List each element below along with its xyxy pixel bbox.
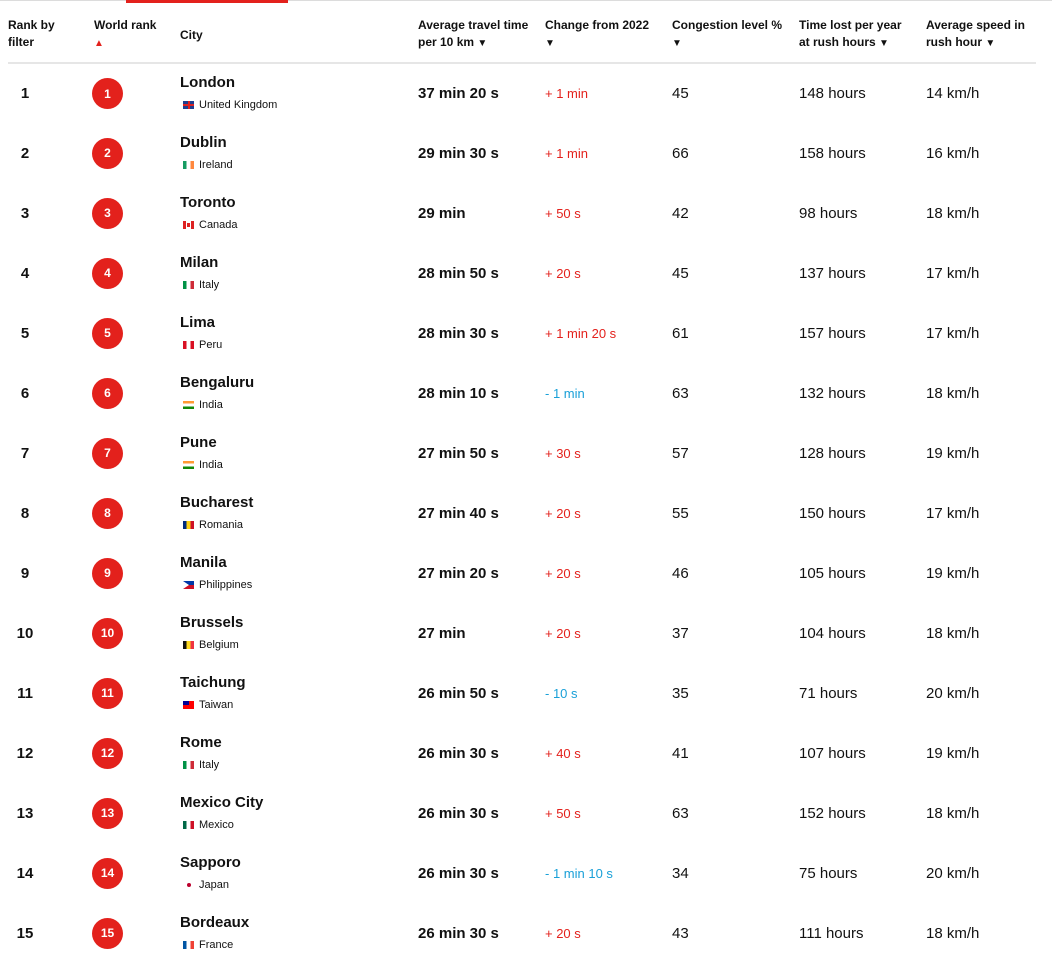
rank-by-filter-cell [8,603,94,663]
rank-by-filter: 7 [20,444,30,462]
travel-time: 27 min 50 s [418,444,499,462]
rank-by-filter: 5 [20,324,30,342]
time-lost: 132 hours [799,384,866,402]
header-world-rank-label: World rank [94,18,157,32]
city-name[interactable]: Toronto [180,193,236,211]
city-cell [180,723,418,783]
change-from-2022: + 1 min 20 s [545,325,617,341]
world-rank-cell [94,783,180,843]
country [180,938,418,952]
table-row[interactable] [8,663,1036,723]
rank-by-filter-cell [8,543,94,603]
city-name[interactable]: Sapporo [180,853,241,871]
country-name: France [199,938,234,951]
header-change[interactable] [545,8,672,63]
header-change-label: Change from 2022 [545,18,650,32]
travel-time: 29 min [418,204,466,222]
average-speed: 18 km/h [926,804,980,822]
city-cell [180,303,418,363]
average-speed: 17 km/h [926,324,980,342]
country-name: Taiwan [199,698,234,711]
country-name: India [199,458,223,471]
average-speed: 17 km/h [926,264,980,282]
rank-by-filter-cell [8,363,94,423]
flag-icon [183,821,194,829]
travel-time: 29 min 30 s [418,144,499,162]
flag-icon [183,401,194,409]
world-rank-cell [94,243,180,303]
average-speed: 18 km/h [926,624,980,642]
time-lost: 148 hours [799,85,866,102]
time-lost: 98 hours [799,204,858,222]
flag-icon [183,581,194,589]
change-from-2022: + 20 s [545,265,581,281]
country-name: Ireland [199,158,233,171]
header-speed-line2: rush hour [926,35,982,49]
world-rank-badge: 12 [92,738,123,769]
rank-by-filter-cell [8,723,94,783]
flag-icon [183,161,194,169]
country [180,218,418,232]
world-rank-cell [94,663,180,723]
country [180,398,418,412]
world-rank-badge: 1 [92,78,123,109]
sort-ascending-icon[interactable]: ▲ [94,38,104,49]
table-row[interactable] [8,183,1036,243]
average-speed: 19 km/h [926,744,980,762]
rank-by-filter-cell [8,483,94,543]
travel-time: 26 min 30 s [418,924,499,942]
city-cell [180,183,418,243]
table-row[interactable] [8,783,1036,843]
change-from-2022: - 1 min [545,385,585,401]
average-speed: 18 km/h [926,384,980,402]
world-rank-badge: 4 [92,258,123,289]
average-speed: 14 km/h [926,85,980,102]
rank-by-filter: 3 [20,204,30,222]
flag-icon [183,701,194,709]
time-lost: 75 hours [799,864,858,882]
country [180,458,418,472]
world-rank-badge: 14 [92,858,123,889]
city-name[interactable]: Bordeaux [180,913,250,931]
country [180,818,418,832]
change-from-2022: + 20 s [545,565,581,581]
world-rank-badge: 5 [92,318,123,349]
world-rank-cell [94,303,180,363]
rank-by-filter: 12 [16,744,34,762]
city-name[interactable]: Bucharest [180,493,254,511]
table-body [8,63,1036,963]
header-world-rank[interactable] [94,8,180,63]
country [180,518,418,532]
congestion-level: 35 [672,684,689,702]
average-speed: 20 km/h [926,864,980,882]
change-from-2022: - 10 s [545,685,578,701]
world-rank-cell [94,63,180,123]
header-time-lost[interactable] [799,8,926,63]
traffic-ranking-table [8,8,1036,963]
rank-by-filter: 8 [20,504,30,522]
change-from-2022: + 50 s [545,805,581,821]
change-from-2022: + 20 s [545,925,581,941]
table-row[interactable] [8,303,1036,363]
average-speed: 20 km/h [926,684,980,702]
city-name[interactable]: Mexico City [180,793,264,811]
country-name: Belgium [199,638,239,651]
sort-descending-icon[interactable]: ▼ [545,38,555,49]
world-rank-badge: 6 [92,378,123,409]
rank-by-filter-cell [8,663,94,723]
congestion-level: 66 [672,144,689,162]
congestion-level: 37 [672,624,689,642]
table-row[interactable] [8,603,1036,663]
rank-by-filter: 4 [20,264,30,282]
city-name[interactable]: Lima [180,313,216,331]
congestion-level: 43 [672,924,689,942]
change-from-2022: + 40 s [545,745,581,761]
travel-time: 26 min 30 s [418,744,499,762]
congestion-level: 61 [672,324,689,342]
table-row[interactable] [8,363,1036,423]
rank-by-filter: 2 [20,144,30,162]
city-cell [180,123,418,183]
travel-time: 26 min 30 s [418,804,499,822]
header-rank-by-filter-line2: filter [8,35,35,49]
table-row[interactable] [8,903,1036,963]
city-name[interactable]: Brussels [180,613,244,631]
city-cell [180,903,418,963]
header-time-lost-line2: at rush hours [799,35,876,49]
congestion-level: 46 [672,564,689,582]
country-name: Italy [199,278,220,291]
header-time-lost-line1: Time lost per year [799,18,902,32]
rank-by-filter: 13 [16,804,34,822]
country-name: United Kingdom [199,99,278,111]
flag-icon [183,341,194,349]
city-cell [180,663,418,723]
time-lost: 158 hours [799,144,866,162]
city-name[interactable]: Pune [180,433,217,451]
time-lost: 107 hours [799,744,866,762]
country-name: Mexico [199,818,234,831]
city-cell [180,543,418,603]
congestion-level: 57 [672,444,689,462]
change-from-2022: + 30 s [545,445,581,461]
table-row[interactable] [8,63,1036,123]
country [180,758,418,772]
world-rank-badge: 13 [92,798,123,829]
travel-time: 26 min 30 s [418,864,499,882]
country [180,158,418,172]
change-from-2022: + 1 min [545,86,588,101]
world-rank-badge: 15 [92,918,123,949]
city-cell [180,363,418,423]
city-cell [180,483,418,543]
country-name: India [199,398,223,411]
city-name[interactable]: Milan [180,253,219,271]
time-lost: 128 hours [799,444,866,462]
active-tab-indicator [126,0,288,3]
rank-by-filter: 6 [20,384,30,402]
table-row[interactable] [8,483,1036,543]
table-row[interactable] [8,243,1036,303]
world-rank-cell [94,903,180,963]
city-cell [180,243,418,303]
header-rank-by-filter[interactable] [8,8,94,63]
world-rank-cell [94,603,180,663]
world-rank-badge: 8 [92,498,123,529]
country [180,98,418,112]
header-city-label: City [180,27,203,42]
time-lost: 104 hours [799,624,866,642]
city-cell [180,783,418,843]
city-cell [180,423,418,483]
congestion-level: 63 [672,804,689,822]
country [180,578,418,592]
world-rank-cell [94,123,180,183]
change-from-2022: + 20 s [545,505,581,521]
world-rank-cell [94,543,180,603]
average-speed: 19 km/h [926,444,980,462]
rank-by-filter: 15 [16,924,34,942]
city-name[interactable]: Dublin [180,133,227,151]
flag-icon [183,281,194,289]
rank-by-filter-cell [8,123,94,183]
travel-time: 28 min 30 s [418,324,499,342]
travel-time: 27 min 40 s [418,504,499,522]
flag-icon [183,221,194,229]
travel-time: 27 min [418,624,466,642]
world-rank-cell [94,183,180,243]
travel-time: 28 min 10 s [418,384,499,402]
header-city[interactable] [180,8,418,63]
header-congestion-label: Congestion level % [672,18,783,32]
world-rank-badge: 9 [92,558,123,589]
travel-time: 26 min 50 s [418,684,499,702]
city-name[interactable]: Taichung [180,673,246,691]
travel-time: 37 min 20 s [418,85,499,102]
city-cell [180,63,418,123]
city-cell [180,843,418,903]
sort-descending-icon[interactable]: ▼ [879,38,889,49]
congestion-level: 45 [672,85,689,102]
flag-icon [183,941,194,949]
congestion-level: 42 [672,204,689,222]
flag-icon [183,881,194,889]
country-name: Italy [199,758,220,771]
world-rank-cell [94,423,180,483]
average-speed: 19 km/h [926,564,980,582]
flag-icon [183,101,194,109]
flag-icon [183,521,194,529]
congestion-level: 63 [672,384,689,402]
world-rank-badge: 3 [92,198,123,229]
city-name[interactable]: Rome [180,733,222,751]
rank-by-filter-cell [8,303,94,363]
country [180,338,418,352]
world-rank-cell [94,363,180,423]
sort-descending-icon[interactable]: ▼ [477,38,488,49]
country [180,878,418,892]
country-name: Romania [199,518,244,531]
country [180,278,418,292]
average-speed: 17 km/h [926,504,980,522]
rank-by-filter-cell [8,843,94,903]
world-rank-badge: 11 [92,678,123,709]
city-name[interactable]: London [180,74,235,91]
flag-icon [183,641,194,649]
city-name[interactable]: Bengaluru [180,373,255,391]
congestion-level: 34 [672,864,689,882]
rank-by-filter: 14 [16,864,34,882]
rank-by-filter-cell [8,63,94,123]
rank-by-filter-cell [8,243,94,303]
average-speed: 16 km/h [926,144,980,162]
header-speed[interactable] [926,8,1036,63]
time-lost: 150 hours [799,504,866,522]
congestion-level: 55 [672,504,689,522]
average-speed: 18 km/h [926,924,980,942]
table-row[interactable] [8,543,1036,603]
sort-descending-icon[interactable]: ▼ [985,38,996,49]
time-lost: 111 hours [799,924,864,942]
travel-time: 28 min 50 s [418,264,499,282]
rank-by-filter-cell [8,423,94,483]
time-lost: 71 hours [799,684,858,702]
average-speed: 18 km/h [926,204,980,222]
world-rank-cell [94,723,180,783]
congestion-level: 45 [672,264,689,282]
table-row[interactable] [8,423,1036,483]
header-rank-by-filter-line1: Rank by [8,18,55,32]
header-travel-time-line1: Average travel time [418,18,529,32]
country [180,698,418,712]
time-lost: 157 hours [799,324,866,342]
time-lost: 137 hours [799,264,866,282]
rank-by-filter: 9 [20,564,30,582]
world-rank-badge: 2 [92,138,123,169]
world-rank-badge: 7 [92,438,123,469]
header-congestion[interactable] [672,8,799,63]
city-name[interactable]: Manila [180,553,227,571]
change-from-2022: + 50 s [545,205,581,221]
rank-by-filter-cell [8,903,94,963]
table-row[interactable] [8,723,1036,783]
table-header [8,8,1036,63]
rank-by-filter-cell [8,183,94,243]
header-speed-line1: Average speed in [926,18,1025,32]
flag-icon [183,761,194,769]
header-travel-time[interactable] [418,8,545,63]
change-from-2022: + 20 s [545,625,581,641]
change-from-2022: - 1 min 10 s [545,865,613,881]
congestion-level: 41 [672,744,689,762]
time-lost: 105 hours [799,564,866,582]
change-from-2022: + 1 min [545,145,588,161]
table-row[interactable] [8,843,1036,903]
world-rank-cell [94,843,180,903]
country [180,638,418,652]
time-lost: 152 hours [799,804,866,822]
country-name: Japan [199,878,229,891]
country-name: Philippines [199,578,253,591]
country-name: Canada [199,218,238,231]
travel-time: 27 min 20 s [418,564,499,582]
flag-icon [183,461,194,469]
rank-by-filter: 10 [16,624,34,642]
world-rank-badge: 10 [92,618,123,649]
table-row[interactable] [8,123,1036,183]
world-rank-cell [94,483,180,543]
rank-by-filter: 11 [17,684,33,702]
header-travel-time-line2: per 10 km [418,35,475,49]
country-name: Peru [199,338,223,351]
city-cell [180,603,418,663]
rank-by-filter: 1 [20,85,30,102]
sort-descending-icon[interactable]: ▼ [672,38,682,49]
rank-by-filter-cell [8,783,94,843]
